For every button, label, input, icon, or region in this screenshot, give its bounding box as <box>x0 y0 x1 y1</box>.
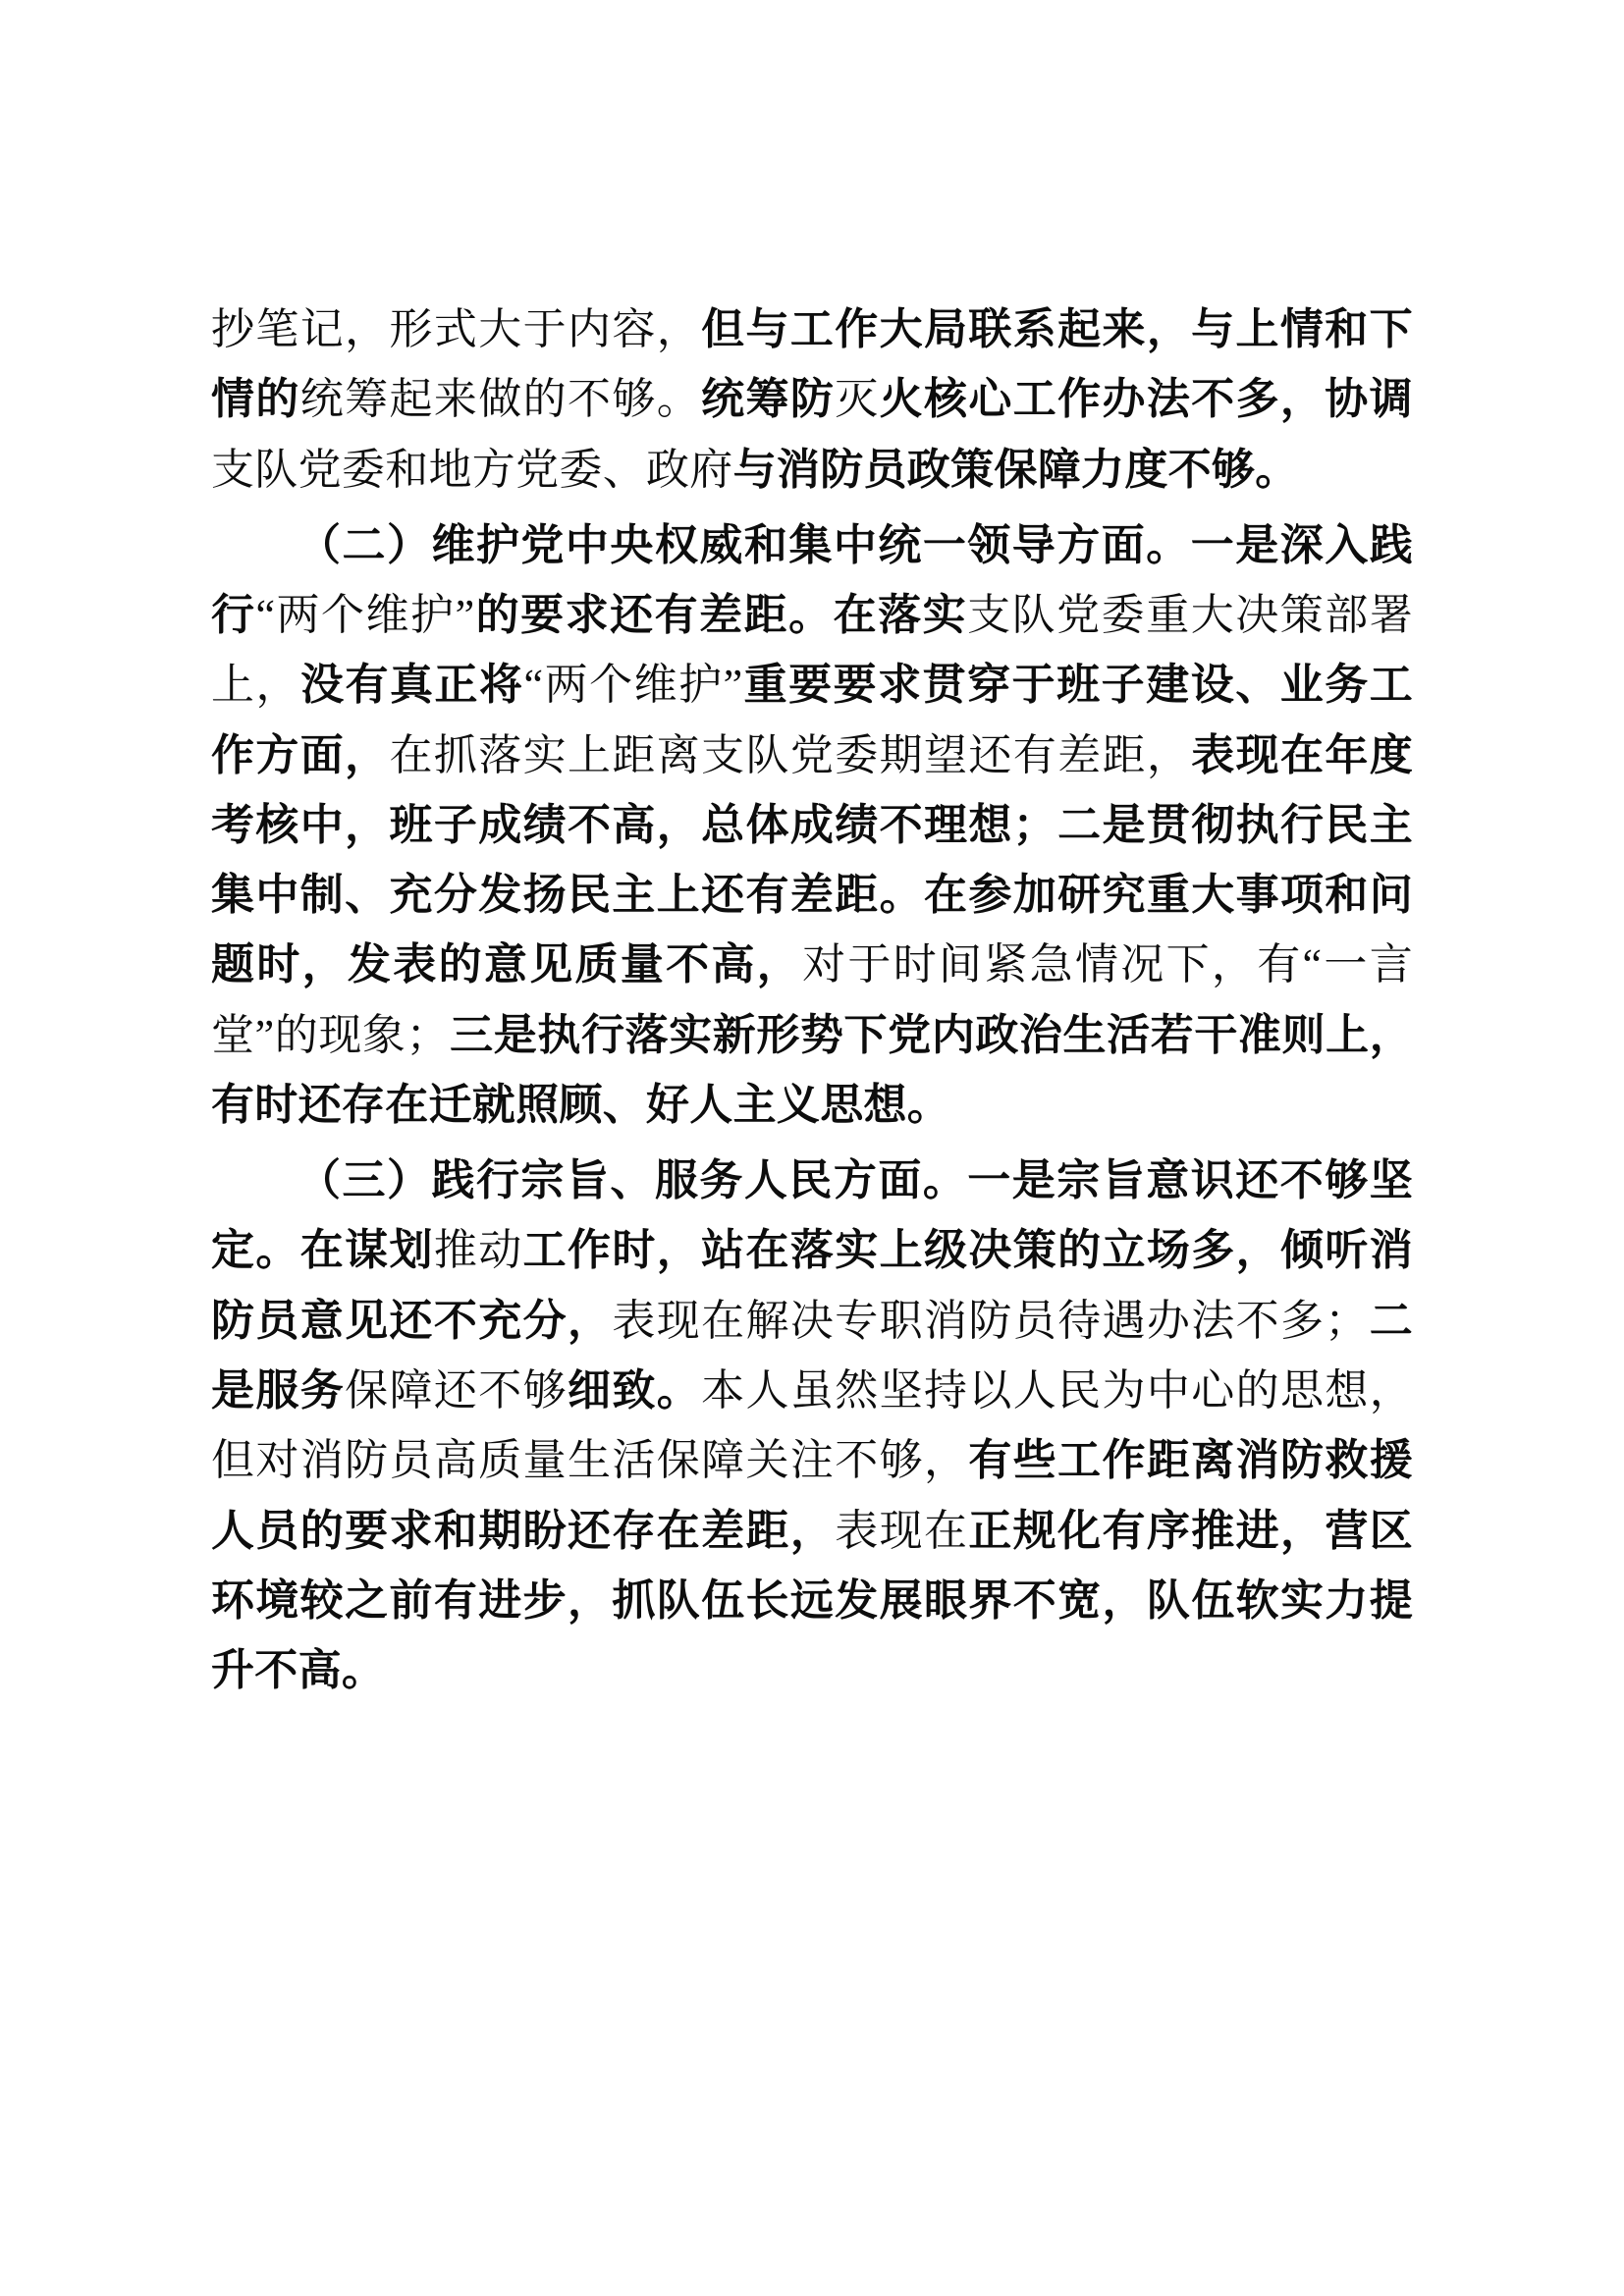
text-run: 但与工作大局联系起来，与上情和下 <box>701 305 1413 353</box>
text-run: 力度不够。 <box>1081 445 1299 494</box>
text-run: “一言堂” <box>211 940 1414 1059</box>
text-run: 的要求还有差距。在落实 <box>474 591 968 640</box>
text-run: 二是服务 <box>211 1296 1413 1415</box>
text-run: 支队党委重大决策部署上， <box>211 591 1414 710</box>
text-run: 站在落实上级决策的立场多，倾听消防员意见还不充分， <box>211 1226 1414 1345</box>
text-run: 表现在 <box>835 1506 969 1555</box>
text-run: 统筹防 <box>701 375 836 424</box>
text-run: 有些工作距离消防救援人员的要求和期盼还存在差距， <box>211 1436 1413 1555</box>
text-run: 细致。 <box>568 1365 702 1415</box>
text-run: 三是 <box>449 1010 538 1059</box>
text-run: 火核心工作办法不多，协调 <box>879 375 1413 424</box>
text-run: 正规化有序推进，营区环境较之前有进步，抓队伍长远发展眼界不宽，队伍软实力提升不高。 <box>211 1506 1413 1695</box>
text-run: 重要要求贯穿于班子建设、业务工作方面， <box>211 661 1414 779</box>
document-body <box>211 294 1413 1705</box>
text-run: 发表的意见质量不高， <box>347 940 803 989</box>
text-run: 对于时间紧急情况下，有 <box>802 940 1303 989</box>
paragraph-1 <box>211 294 1413 505</box>
text-run: 执行落实新形势下党内政治生活若干准则上， <box>537 1010 1414 1059</box>
paragraph-2 <box>211 510 1413 1140</box>
text-run: 保障还不够 <box>345 1365 568 1415</box>
text-run: 没有真正将 <box>300 661 524 710</box>
text-run: 抄笔记，形式大于内容， <box>211 305 702 353</box>
text-run: （二）维护党中央权威和集中统一领导方面。一是深入践行 <box>211 520 1413 640</box>
text-run: 有时还存在迁就照顾、好人主义思想。 <box>211 1080 951 1129</box>
paragraph-3 <box>211 1146 1413 1705</box>
text-run: “两个维护” <box>255 591 475 640</box>
text-run: 在抓落实上距离支队党委期望还有差距， <box>389 730 1192 779</box>
text-run: 情的 <box>211 375 300 424</box>
text-run: 灭 <box>835 375 880 424</box>
text-run: （三）践行宗旨、服务人民方面。一是宗旨意识还不够坚定。在谋划 <box>211 1156 1413 1275</box>
text-run: “两个维护” <box>523 661 743 710</box>
text-run: 的现象； <box>274 1010 450 1059</box>
text-run: 与消防员政策保障 <box>732 445 1082 494</box>
text-run: 支队党委和地方党委、政府 <box>211 445 733 494</box>
text-run: 统筹起来做的不够。 <box>299 375 702 424</box>
text-run: 工作时， <box>522 1226 702 1275</box>
text-run: 表现在解决专职消防员待遇办法不多； <box>612 1296 1369 1345</box>
text-run: 推动 <box>433 1226 523 1275</box>
text-run: 表现在年度考核中，班子成绩不高，总体成绩不理想；二是贯彻执行民主集中制、充分发扬民主上还有差距。在参加研究重大事项和问题时， <box>211 730 1414 989</box>
text-run: 本人虽然坚持以人民为中心的思想，但对消防员高质量生活保障关注不够， <box>211 1365 1414 1485</box>
